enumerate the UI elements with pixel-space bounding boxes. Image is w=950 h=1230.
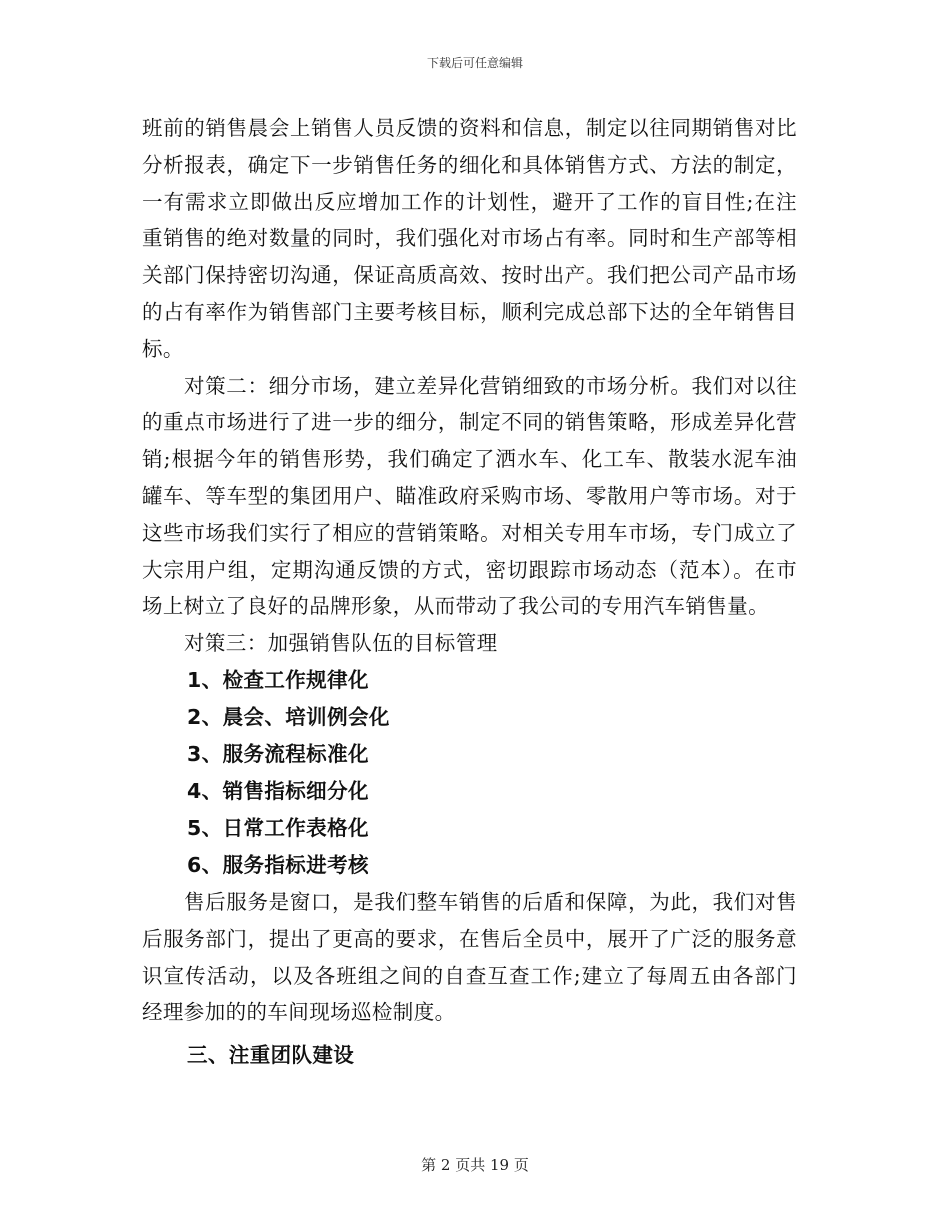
list-item: 1、检查工作规律化 bbox=[187, 667, 369, 692]
page-footer: 第 2 页共 19 页 bbox=[421, 1156, 529, 1174]
list-item: 5、日常工作表格化 bbox=[187, 815, 369, 840]
document-body bbox=[142, 110, 797, 1075]
paragraph-after-sales: 售后服务是窗口，是我们整车销售的后盾和保障，为此，我们对售后服务部门，提出了更高的要求，在售后全员中，展开了广泛的服务意识宣传活动，以及各班组之间的自查互查工作;建立了每周五由各部门经理参加的的车间现场巡检制度。 bbox=[142, 889, 797, 1025]
section-heading: 三、注重团队建设 bbox=[187, 1043, 355, 1068]
paragraph-sales-analysis: 班前的销售晨会上销售人员反馈的资料和信息，制定以往同期销售对比分析报表，确定下一步销售任务的细化和具体销售方式、方法的制定，一有需求立即做出反应增加工作的计划性，避开了工作的盲目性;在注重销售的绝对数量的同时，我们强化对市场占有率。同时和生产部等相关部门保持密切沟通，保证高质高效、按时出产。我们把公司产品市场的占有率作为销售部门主要考核目标，顺利完成总部下达的全年销售目标。 bbox=[142, 116, 797, 361]
list-item: 3、服务流程标准化 bbox=[187, 741, 369, 766]
paragraph-strategy-three: 对策三：加强销售队伍的目标管理 bbox=[184, 631, 498, 656]
list-item: 4、销售指标细分化 bbox=[187, 778, 369, 803]
list-item: 6、服务指标进考核 bbox=[187, 852, 369, 877]
list-item: 2、晨会、培训例会化 bbox=[187, 704, 390, 729]
paragraph-strategy-two: 对策二：细分市场，建立差异化营销细致的市场分析。我们对以往的重点市场进行了进一步的细分，制定不同的销售策略，形成差异化营销;根据今年的销售形势，我们确定了洒水车、化工车、散装水泥车油罐车、等车型的集团用户、瞄准政府采购市场、零散用户等市场。对于这些市场我们实行了相应的营销策略。对相关专用车市场，专门成立了大宗用户组，定期沟通反馈的方式，密切跟踪市场动态（范本）。在市场上树立了良好的品牌形象，从而带动了我公司的专用汽车销售量。 bbox=[142, 373, 797, 619]
page-header: 下载后可任意编辑 bbox=[426, 56, 523, 70]
